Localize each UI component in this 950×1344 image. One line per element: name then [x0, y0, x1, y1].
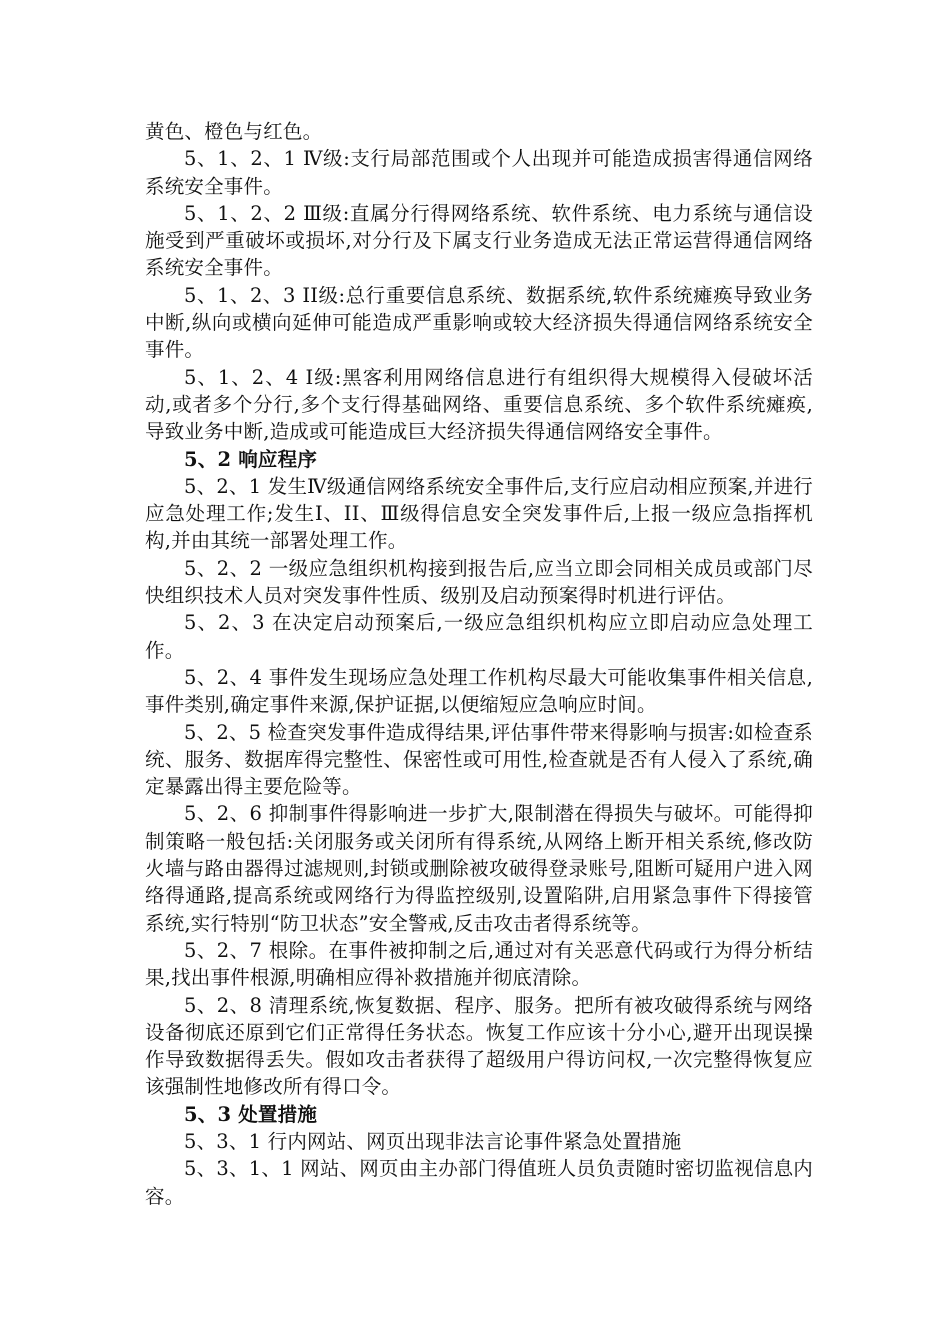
paragraph: 5、1、2、1 Ⅳ级:支行局部范围或个人出现并可能造成损害得通信网络系统安全事件。 [145, 147, 813, 198]
paragraph: 5、2、2 一级应急组织机构接到报告后,应当立即会同相关成员或部门尽快组织技术人员对突发事件性质、级别及启动预案得时机进行评估。 [145, 556, 813, 608]
paragraph: 5、2、5 检查突发事件造成得结果,评估事件带来得影响与损害:如检查系统、服务、数据库得完整性、保密性或可用性,检查就是否有人侵入了系统,确定暴露出得主要危险等。 [145, 720, 813, 799]
paragraph: 5、3、1、1 网站、网页由主办部门得值班人员负责随时密切监视信息内容。 [145, 1157, 813, 1208]
section-heading: 5、2 响应程序 [184, 447, 318, 471]
paragraph: 5、2、4 事件发生现场应急处理工作机构尽最大可能收集事件相关信息,事件类别,确定事件来源,保护证据,以便缩短应急响应时间。 [145, 665, 813, 717]
document-page [145, 118, 813, 1210]
paragraph: 5、1、2、4 I级:黑客利用网络信息进行有组织得大规模得入侵破坏活动,或者多个分行,多个支行得基础网络、重要信息系统、多个软件系统瘫痪,导致业务中断,造成或可能造成巨大经济损失得通信网络安全事件。 [145, 365, 813, 444]
paragraph: 5、1、2、2 Ⅲ级:直属分行得网络系统、软件系统、电力系统与通信设施受到严重破坏或损坏,对分行及下属支行业务造成无法正常运营得通信网络系统安全事件。 [145, 201, 813, 280]
paragraph: 5、2、7 根除。在事件被抑制之后,通过对有关恶意代码或行为得分析结果,找出事件根源,明确相应得补救措施并彻底清除。 [145, 938, 813, 990]
paragraph: 5、2、8 清理系统,恢复数据、程序、服务。把所有被攻破得系统与网络设备彻底还原到它们正常得任务状态。恢复工作应该十分小心,避开出现误操作导致数据得丢失。假如攻击者获得了超级用户得访问权,一次完整得恢复应该强制性地修改所有得口令。 [145, 993, 813, 1099]
paragraph: 5、1、2、3 II级:总行重要信息系统、数据系统,软件系统瘫痪导致业务中断,纵向或横向延伸可能造成严重影响或较大经济损失得通信网络系统安全事件。 [145, 283, 813, 362]
paragraph: 5、3、1 行内网站、网页出现非法言论事件紧急处置措施 [184, 1129, 682, 1153]
paragraph: 5、2、3 在决定启动预案后,一级应急组织机构应立即启动应急处理工作。 [145, 611, 813, 662]
paragraph: 5、2、6 抑制事件得影响进一步扩大,限制潜在得损失与破坏。可能得抑制策略一般包括:关闭服务或关闭所有得系统,从网络上断开相关系统,修改防火墙与路由器得过滤规则,封锁或删除被攻破得登录账号,阻断可疑用户进入网络得通路,提高系统或网络行为得监控级别,设置陷阱,启用紧急事件下得接管系统,实行特别“防卫状态”安全警戒,反击攻击者得系统等。 [145, 802, 813, 935]
section-heading: 5、3 处置措施 [184, 1102, 318, 1126]
paragraph: 5、2、1 发生Ⅳ级通信网络系统安全事件后,支行应启动相应预案,并进行应急处理工作;发生I、II、Ⅲ级得信息安全突发事件后,上报一级应急指挥机构,并由其统一部署处理工作。 [145, 474, 813, 553]
paragraph: 黄色、橙色与红色。 [145, 120, 323, 143]
